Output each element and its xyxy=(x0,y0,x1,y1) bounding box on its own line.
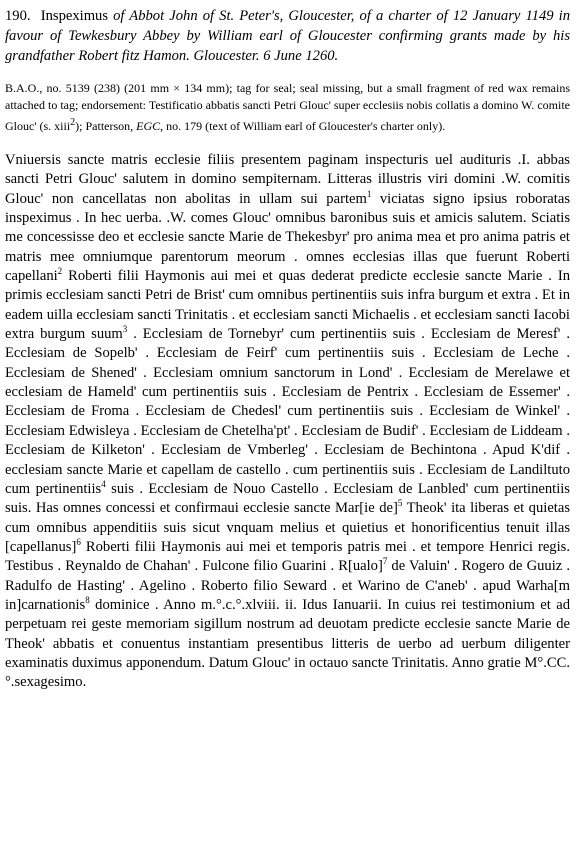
note-italic-egc: EGC xyxy=(136,119,161,133)
note-superscript: 2 xyxy=(70,117,76,128)
footnote-marker: 2 xyxy=(57,266,63,277)
footnote-marker: 5 xyxy=(397,498,403,509)
archival-note xyxy=(5,80,570,135)
footnote-marker: 7 xyxy=(382,556,388,567)
note-text-2: ); Patterson, xyxy=(75,119,137,133)
text-segment: . Ecclesiam de Tornebyr' cum pertinentiis suis . Ecclesiam de Meresf' . Ecclesiam de Sopelb' . Ecclesiam de Feirf' cum pertinentiis suis . Ecclesiam de Leche . Ecclesiam de Shened' . Ecclesiam omnium sanctorum in Lond' . Ecclesiam de Merelawe et ecclesiam de Hameld' cum pertinentiis suis . Ecclesiam de Pentrix . Ecclesiam de Essemer' . Ecclesiam de Froma . Ecclesiam de Chedesl' cum pertinentiis suis . Ecclesiam de Winkel' . Ecclesiam Edwisleya . Ecclesiam de Chetelha'pt' . Ecclesiam de Budif' . Ecclesiam de Liddeam . Ecclesiam de Kilketon' . Ecclesiam de Vmberleg' . Ecclesiam de Bechintona . Apud K'dif . ecclesiam sancte Marie et capellam de castello . cum pertinentiis suis . Ecclesiam de Landiltuto cum pertinentiis xyxy=(5,326,570,497)
text-segment: Vniuersis sancte matris ecclesie filiis presentem paginam inspecturis uel audituris .I. abbas sancti Petri Glouc' salutem in domino sempiternam. Litteras illustris viri domini .W. comitis Glouc' non cancellatas non abolitas in ullam sui partem xyxy=(5,152,570,207)
text-segment: Theok' ita liberas et quietas cum omnibus appenditiis suis sicut vnquam melius et quietius et honorificentius tenuit illas [capellanus] xyxy=(5,500,571,555)
text-segment: Roberti filii Haymonis aui mei et quas dederat predicte ecclesie sancte Marie . In primis ecclesiam sancti Petri de Brist' cum omnibus pertinentiis suis infra burgum et extra . Et in eadem uilla ecclesiam sancti Trinitatis . et ecclesiam sancti Michaelis . et ecclesiam sancti Iacobi extra burgum suum xyxy=(5,268,570,343)
footnote-marker: 3 xyxy=(122,324,128,335)
note-text-1: B.A.O., no. 5139 (238) (201 mm × 134 mm); tag for seal; seal missing, but a small fragment of red wax remains attached to tag; endorsement: Testificatio abbatis sancti Petri Glouc' super ecclesiis nobis collatis a domino W. comite Glouc' (s. xiii xyxy=(5,81,570,133)
note-text-3: , no. 179 (text of William earl of Gloucester's charter only). xyxy=(160,119,446,133)
text-segment: de Valuin' . Rogero de Guuiz . Radulfo de Hasting' . Agelino . Roberto filio Seward . et Warino de C'aneb' . apud Warha[m in]carnationis xyxy=(5,558,570,613)
charter-number: 190. xyxy=(5,8,31,24)
charter-title-italic: of Abbot John of St. Peter's, Gloucester, of a charter of 12 January 1149 in favour of Tewkesbury Abbey by William earl of Gloucester confirming grants made by his grandfather Robert fitz Hamon. Gloucester. 6 June 1260. xyxy=(5,8,570,64)
footnote-marker: 4 xyxy=(101,478,106,489)
text-segment: Roberti filii Haymonis aui mei et temporis patris mei . et tempore Henrici regis. Testibus . Reynaldo de Chahan' . Fulcone filio Guarini . R[ualo] xyxy=(5,538,570,575)
footnote-marker: 8 xyxy=(85,595,90,606)
text-segment: suis . Ecclesiam de Nouo Castello . Ecclesiam de Lanbled' cum pertinentiis suis. Has omnes concessi et confirmaui ecclesie sancte Mar[ie de] xyxy=(5,480,570,517)
charter-title-roman: Inspeximus xyxy=(40,8,109,24)
footnote-marker: 6 xyxy=(76,537,81,548)
charter-text xyxy=(5,151,570,693)
text-segment: viciatas signo ipsius roboratas inspeximus . In hec uerba. .W. comes Glouc' omnibus baronibus suis et amicis salutem. Sciatis me concessisse deo et ecclesie sancte Marie de Thekesbyr' pro anima mea et pro anima patris et matris mee omniumque parentorum meorum . omnes ecclesias illas que fuerunt Roberti capellani xyxy=(5,190,570,285)
footnote-marker: 1 xyxy=(366,188,372,199)
text-segment: dominice . Anno m.°.c.°.xlviii. ii. Idus Ianuarii. In cuius rei testimonium et ad perpetuam rei geste memoriam sigillum nostrum ad deuotam predicte ecclesie sancte Marie de Theok' abbatis et conuentus instantiam presentibus litteris de uerbo ad uerbum diligenter examinatis duximus apponendum. Datum Glouc' in octauo sancte Trinitatis. Anno gratie M°.CC.°.sexagesimo. xyxy=(5,596,570,691)
charter-heading xyxy=(5,6,570,66)
